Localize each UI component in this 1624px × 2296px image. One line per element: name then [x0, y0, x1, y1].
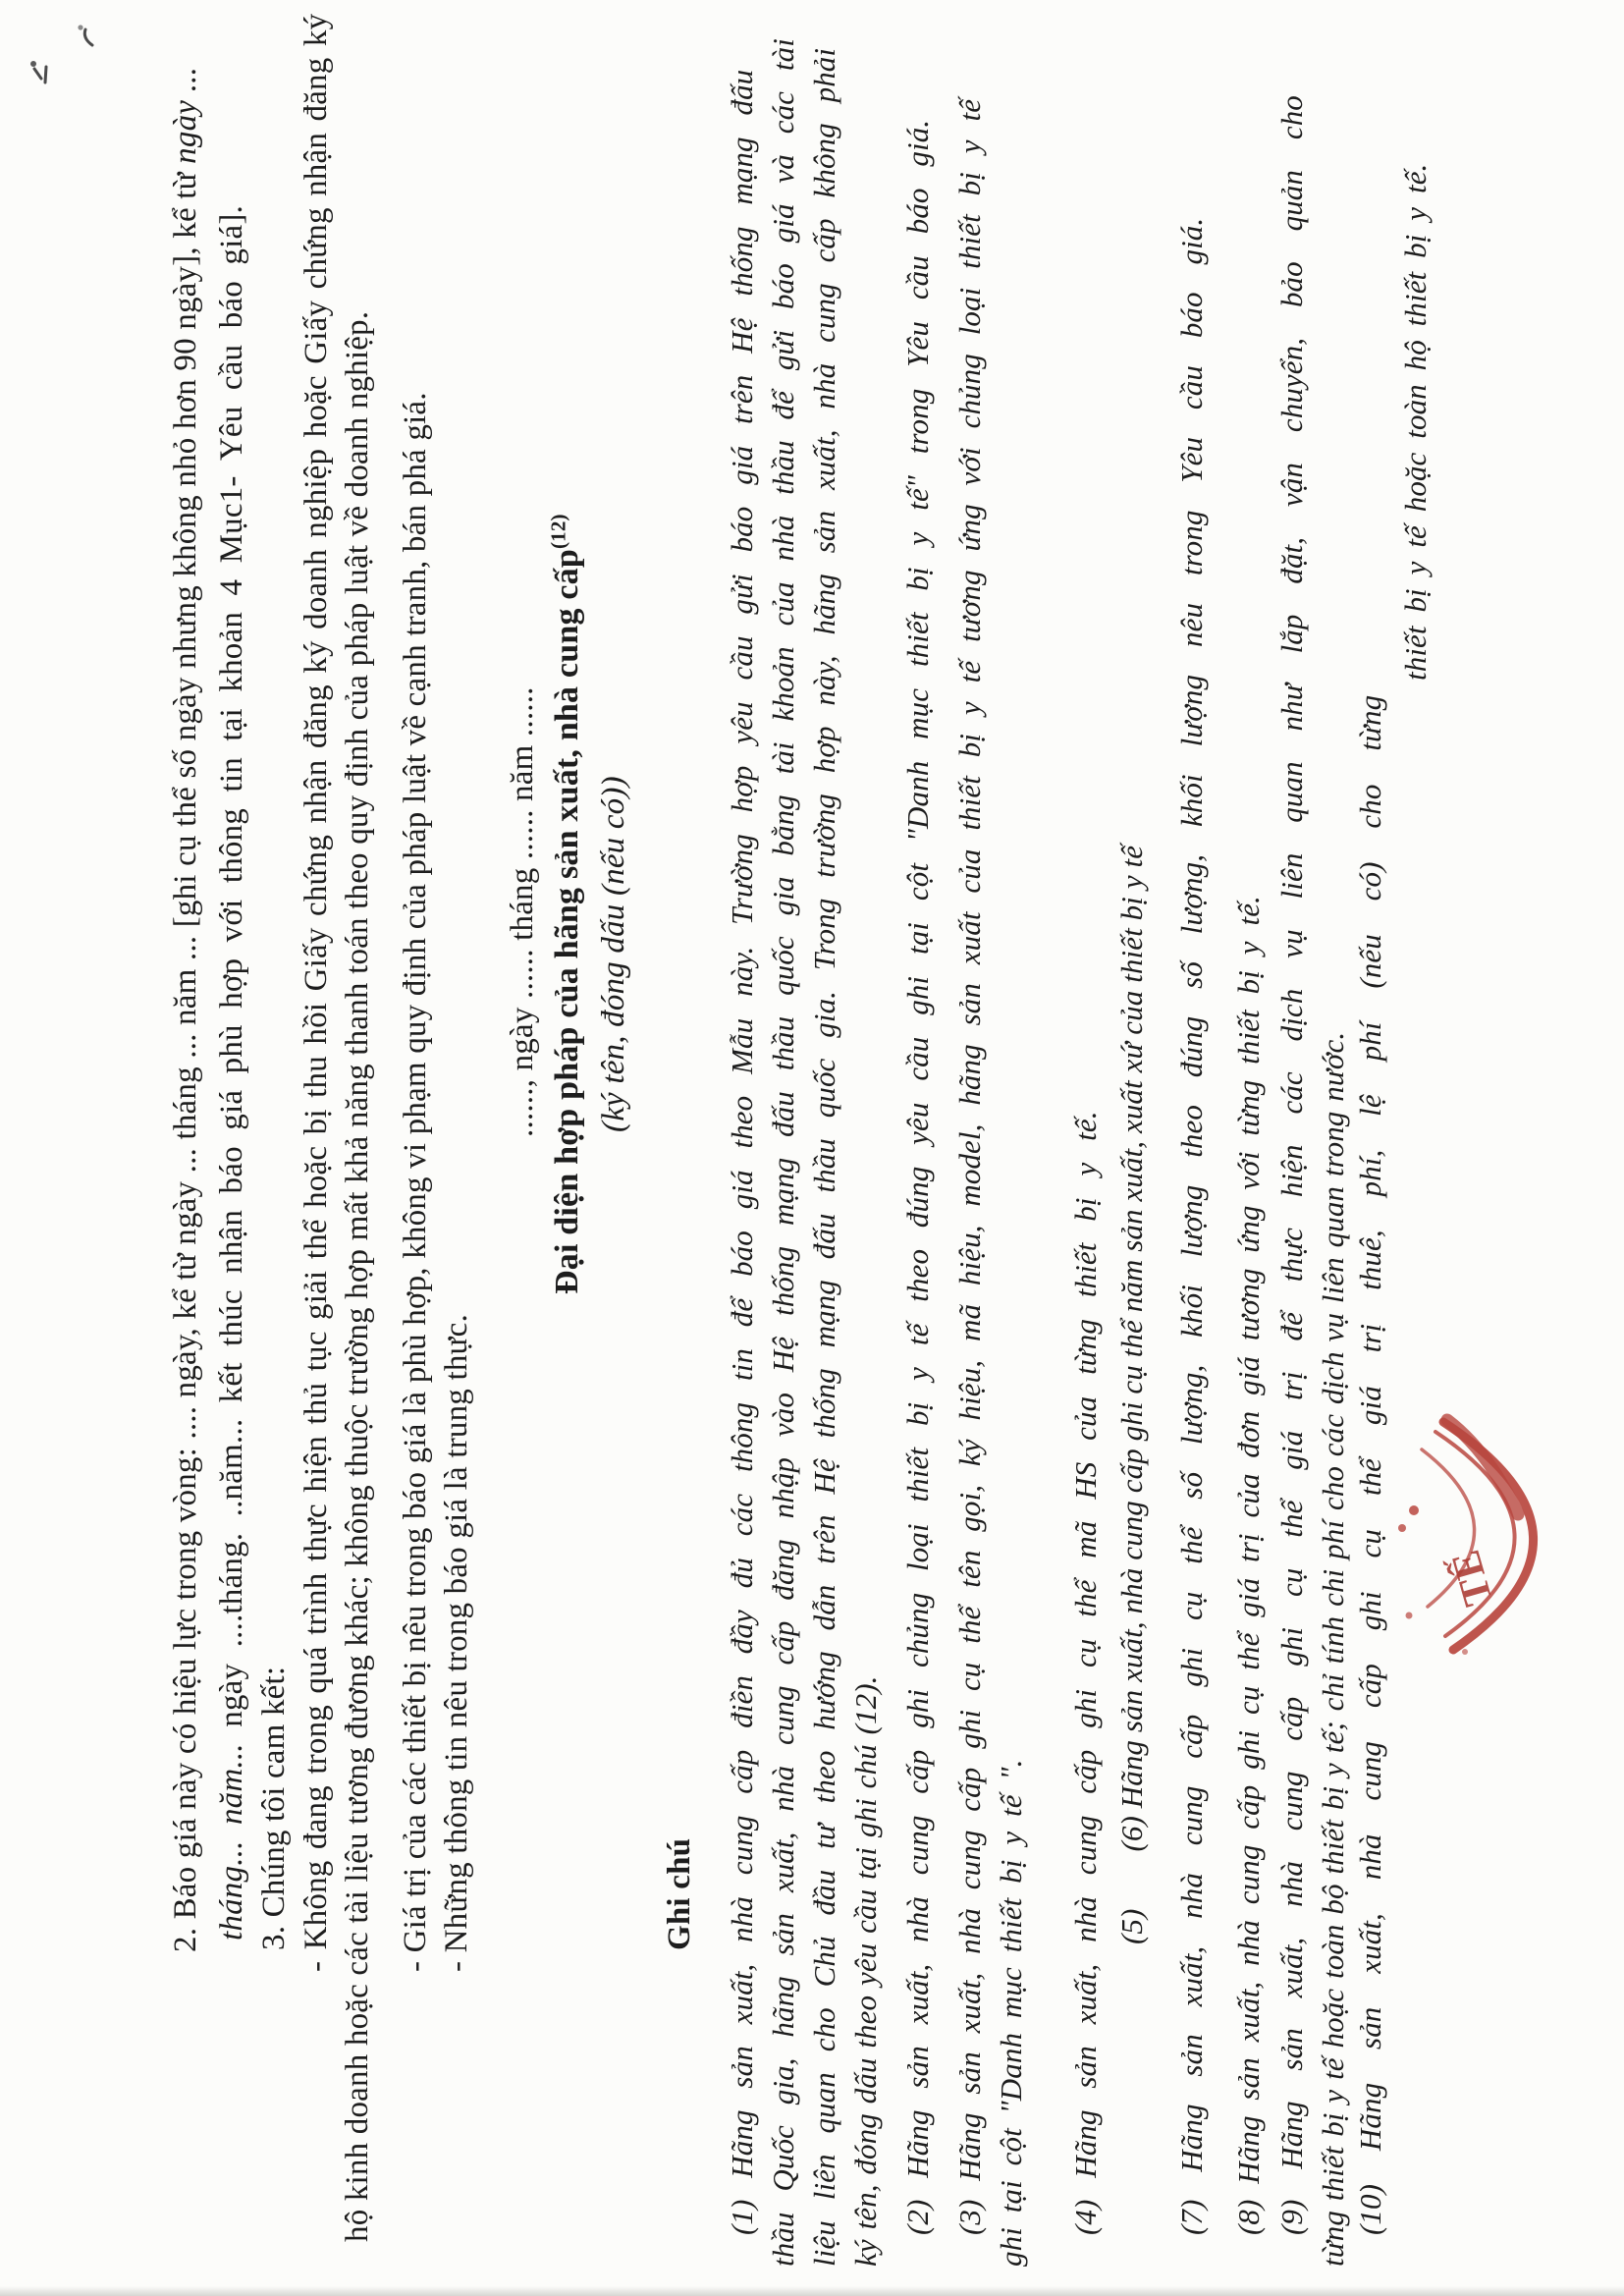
note-3-line-1: (3) Hãng sản xuất, nhà cung cấp ghi cụ thể tên gọi, ký hiệu, mã hiệu, model, hãng sản xuất của thiết bị y tế tương ứng với chủng loại thiết bị y tế	[952, 98, 987, 2235]
note-10-line-2: thiết bị y tế hoặc toàn hộ thiết bị y tế.	[1398, 163, 1433, 681]
body-line-validity-2-italic: tháng... năm...	[214, 1726, 249, 1941]
body-line-validity-1	[169, 67, 203, 1952]
note-5-6	[1116, 846, 1149, 1944]
signature-date-line: ......, ngày ...... tháng ...... năm ......	[505, 686, 540, 1137]
note-5-label: (5)	[1114, 1908, 1149, 1944]
signature-title-footnote-ref: (12)	[546, 514, 570, 550]
note-8: (8) Hãng sản xuất, nhà cung cấp ghi cụ thể giá trị của đơn giá tương ứng với từng thiết bị y tế.	[1231, 896, 1266, 2235]
note-9-line-2: từng thiết bị y tế hoặc toàn bộ thiết bị y tế; chỉ tính chi phí cho các dịch vụ liên quan trong nước.	[1316, 1031, 1350, 2267]
scan-edge-shadow	[0, 2286, 1624, 2296]
body-line-commitment-heading: 3. Chúng tôi cam kết:	[256, 1666, 292, 1950]
signature-subtitle: (ký tên, đóng dấu (nếu có))	[596, 776, 631, 1132]
notes-heading: Ghi chú	[662, 1837, 697, 1950]
note-10-line-1: (10) Hãng sản xuất, nhà cung cấp ghi cụ thể giá trị thuê, phí, lệ phí (nếu có) cho từng	[1353, 694, 1387, 2235]
note-7: (7) Hãng sản xuất, nhà cung cấp ghi cụ thể số lượng, khối lượng theo đúng số lượng, khối lượng nêu trong Yêu cầu báo giá.	[1174, 217, 1209, 2235]
note-9-line-1: (9) Hãng sản xuất, nhà cung cấp ghi cụ thể giá trị để thực hiện các dịch vụ liên quan như lắp đặt, vận chuyển, bảo quản cho	[1274, 95, 1309, 2235]
signature-title-text: Đại diện hợp pháp của hãng sản xuất, nhà cung cấp	[549, 549, 585, 1294]
body-line-validity-2	[215, 205, 249, 1941]
note-1-line-1: (1) Hãng sản xuất, nhà cung cấp điền đầy đủ các thông tin để báo giá theo Mẫu này. Trường hợp yêu cầu gửi báo giá trên Hệ thống mạng đấu	[725, 69, 759, 2235]
body-line-validity-1-text: 2. Báo giá này có hiệu lực trong vòng: .... ngày, kể từ ngày ... tháng ... năm ... [ghi cụ thể số ngày nhưng không nhỏ hơn 90 ngày], kể từ	[168, 163, 203, 1952]
stamp-text: TẾ	[1442, 1545, 1502, 1611]
body-bullet-1-line-1: - Không đang trong quá trình thực hiện thủ tục giải thể hoặc bị thu hồi Giấy chứng nhận đăng ký doanh nghiệp hoặc Giấy chứng nhận đăng ký	[298, 13, 334, 1972]
red-seal-stamp	[1355, 1334, 1624, 1746]
body-bullet-1-line-2: hộ kinh doanh hoặc các tài liệu tương đương khác; không thuộc trường hợp mất khả năng thanh toán theo quy định của pháp luật về doanh nghiệp.	[340, 310, 375, 2242]
note-1-line-2: thầu Quốc gia, hãng sản xuất, nhà cung cấp đăng nhập vào Hệ thống mạng đấu thầu quốc gia bằng tài khoản của nhà thầu để gửi báo giá và các tài	[766, 38, 800, 2267]
note-1-line-4: ký tên, đóng dấu theo yêu cầu tại ghi chú (12).	[848, 1675, 883, 2267]
note-2: (2) Hãng sản xuất, nhà cung cấp ghi chủng loại thiết bị y tế theo đúng yêu cầu ghi tại cột "Danh mục thiết bị y tế" trong Yêu cầu báo giá.	[900, 119, 935, 2235]
pen-marks	[20, 8, 118, 96]
note-3-line-2: ghi tại cột "Danh mục thiết bị y tế ".	[994, 1759, 1028, 2267]
note-6-text: (6) Hãng sản xuất, nhà cung cấp ghi cụ thể năm sản xuất, xuất xứ của thiết bị y tế	[1114, 845, 1149, 1852]
body-line-validity-2-text: ngày ....tháng. ..năm... kết thúc nhận báo giá phù hợp với thông tin tại khoản 4 Mục1- Yêu cầu báo giá].	[214, 205, 249, 1727]
body-bullet-2: - Giá trị của các thiết bị nêu trong báo giá là phù hợp, không vi phạm quy định của pháp luật về cạnh tranh, bán phá giá.	[398, 392, 433, 1972]
body-bullet-3: - Những thông tin nêu trong báo giá là trung thực.	[439, 1314, 474, 1972]
note-4: (4) Hãng sản xuất, nhà cung cấp ghi cụ thể mã HS của từng thiết bị y tế.	[1068, 1111, 1103, 2235]
body-line-validity-1-italic: ngày ...	[168, 67, 203, 164]
signature-title	[546, 514, 585, 1294]
note-1-line-3: liệu liên quan cho Chủ đầu tư theo hướng dẫn trên Hệ thống mạng đấu thầu quốc gia. Trong trường hợp này, hãng sản xuất, nhà cung cấp không phải	[807, 47, 841, 2267]
